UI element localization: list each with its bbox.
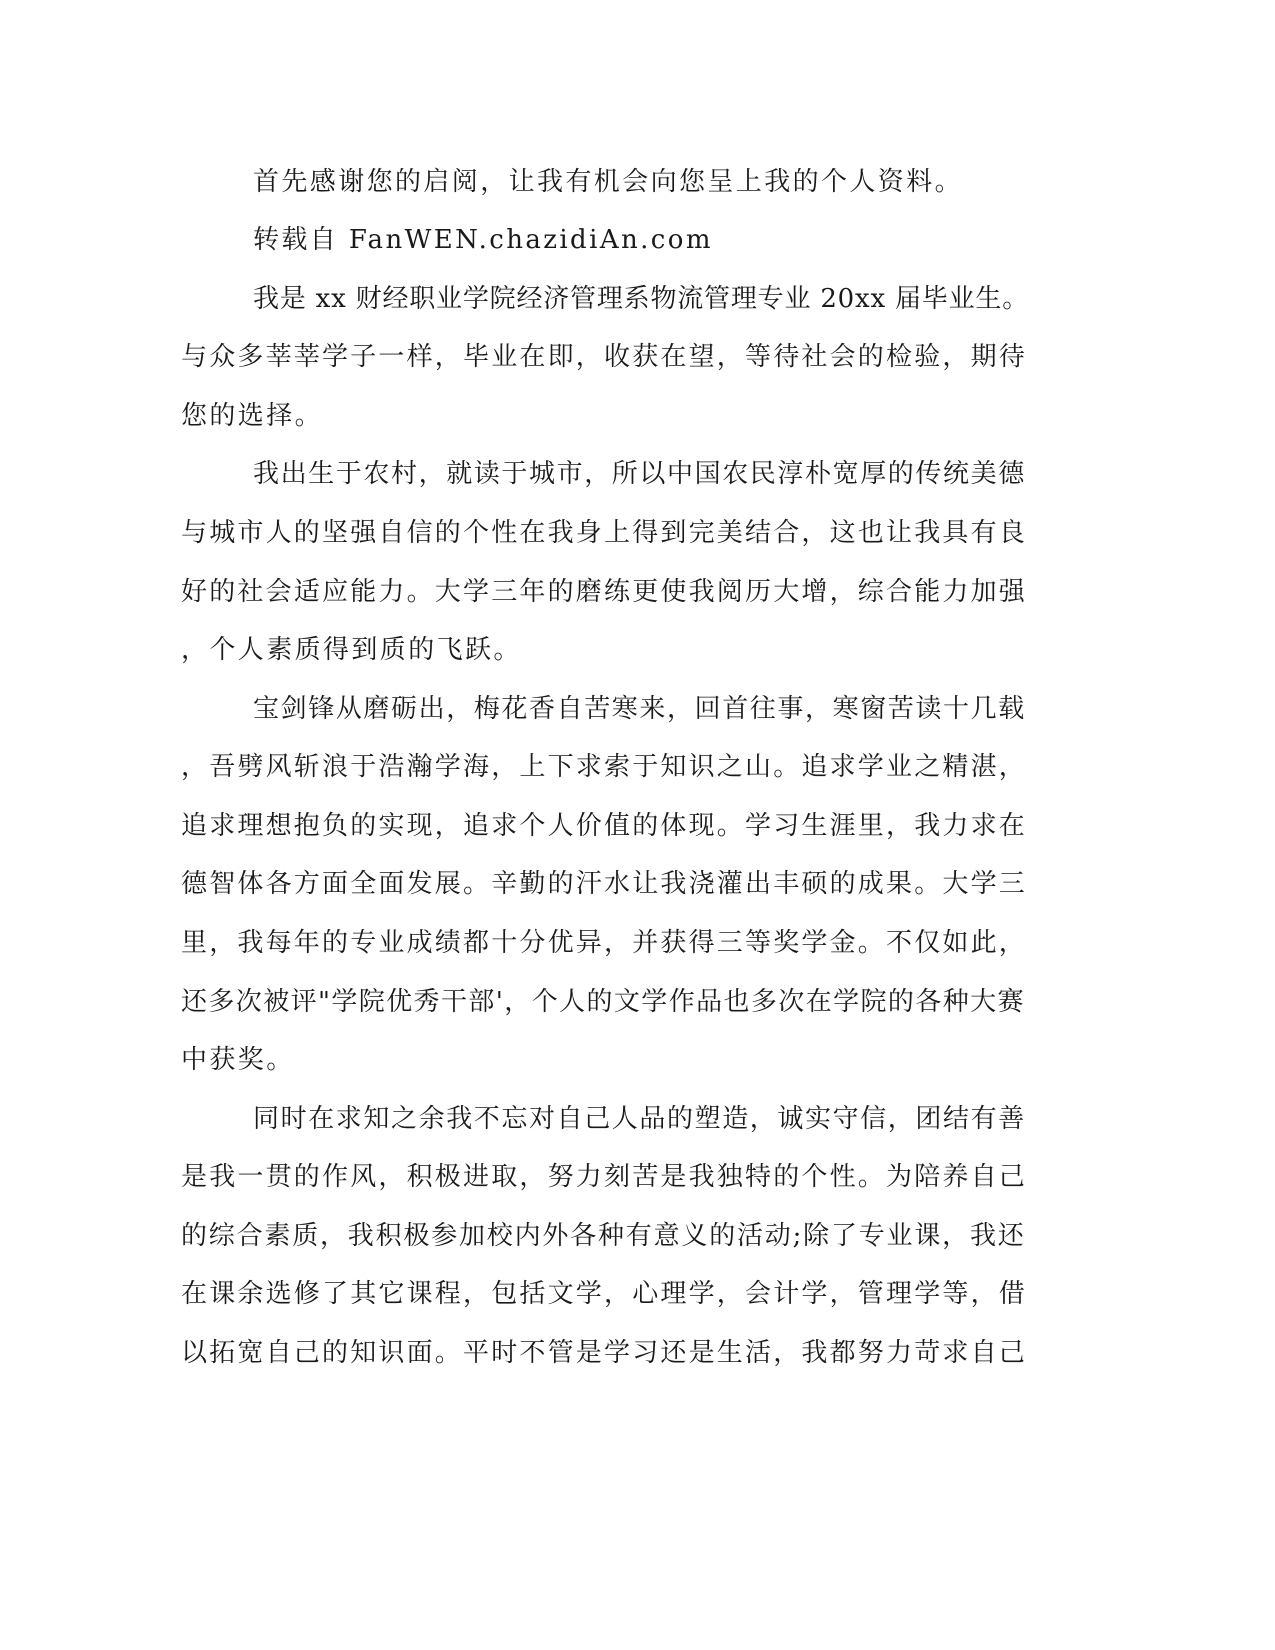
text-line: 在课余选修了其它课程，包括文学，心理学，会计学，管理学等，借 xyxy=(181,1279,1028,1309)
text-line: ，个人素质得到质的飞跃。 xyxy=(181,635,522,665)
text-line: 您的选择。 xyxy=(181,401,324,431)
text-line: 与城市人的坚强自信的个性在我身上得到完美结合，这也让我具有良 xyxy=(181,518,1028,548)
text-line: ，吾劈风斩浪于浩瀚学海，上下求索于知识之山。追求学业之精湛， xyxy=(181,752,1028,782)
text-line: 宝剑锋从磨砺出，梅花香自苦寒来，回首往事，寒窗苦读十几载 xyxy=(253,694,1026,724)
text-line: 里，我每年的专业成绩都十分优异，并获得三等奖学金。不仅如此， xyxy=(181,928,1028,958)
text-line: 还多次被评"学院优秀干部'，个人的文学作品也多次在学院的各种大赛 xyxy=(181,987,1025,1017)
text-line: 同时在求知之余我不忘对自己人品的塑造，诚实守信，团结有善 xyxy=(253,1104,1026,1134)
text-line: 首先感谢您的启阅，让我有机会向您呈上我的个人资料。 xyxy=(253,167,964,197)
text-line: 是我一贯的作风，积极进取，努力刻苦是我独特的个性。为陪养自己 xyxy=(181,1162,1028,1192)
text-line: 与众多莘莘学子一样，毕业在即，收获在望，等待社会的检验，期待 xyxy=(181,342,1028,372)
text-line: 我是 xx 财经职业学院经济管理系物流管理专业 20xx 届毕业生。 xyxy=(253,284,1029,314)
text-line: 好的社会适应能力。大学三年的磨练更使我阅历大增，综合能力加强 xyxy=(181,577,1028,607)
text-line: 德智体各方面全面发展。辛勤的汗水让我浇灌出丰硕的成果。大学三 xyxy=(181,869,1028,899)
text-line: 的综合素质，我积极参加校内外各种有意义的活动;除了专业课，我还 xyxy=(181,1221,1026,1251)
text-line: 以拓宽自己的知识面。平时不管是学习还是生活，我都努力苛求自己 xyxy=(181,1338,1028,1368)
text-line: 转载自 FanWEN.chazidiAn.com xyxy=(253,225,713,255)
text-line: 我出生于农村，就读于城市，所以中国农民淳朴宽厚的传统美德 xyxy=(253,459,1026,489)
text-line: 中获奖。 xyxy=(181,1045,295,1075)
text-line: 追求理想抱负的实现，追求个人价值的体现。学习生涯里，我力求在 xyxy=(181,811,1028,841)
